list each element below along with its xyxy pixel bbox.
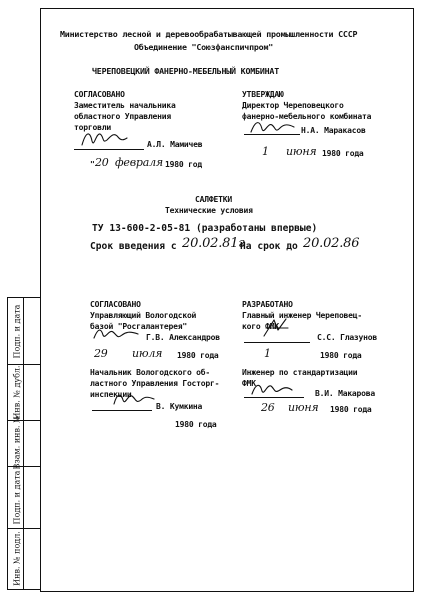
approval-left-date-year: 1980 год xyxy=(165,160,202,169)
approval-left-heading: СОГЛАСОВАНО xyxy=(74,90,125,99)
handwritten-signature xyxy=(92,326,140,342)
signature-line xyxy=(92,410,152,411)
head-left-signer: В. Кумкина xyxy=(156,402,203,411)
approval-right-line1: Директор Череповецкого xyxy=(242,101,344,110)
approval-right-heading: УТВЕРЖДАЮ xyxy=(242,90,284,99)
margin-cell-signature-date: Подп. и дата xyxy=(12,304,22,359)
specification-code: ТУ 13-600-2-05-81 (разработаны впервые) xyxy=(92,223,318,234)
handwritten-signature xyxy=(248,117,296,137)
approval-left-date-day: 20 xyxy=(95,156,109,169)
approval-left-date-month: февраля xyxy=(115,156,164,169)
engineer-right-date-day: 26 xyxy=(261,401,275,414)
engineer-right-line1: Инженер по стандартизации xyxy=(242,368,358,377)
developed-right-heading: РАЗРАБОТАНО xyxy=(242,300,293,309)
approval-right-signer: Н.А. Маракасов xyxy=(301,126,366,135)
engineer-right-signer: В.И. Макарова xyxy=(315,389,376,398)
signature-line xyxy=(244,397,304,398)
term-middle: На срок до xyxy=(240,241,298,252)
engineer-right-line2: ФМК xyxy=(242,379,256,388)
factory-line: ЧЕРЕПОВЕЦКИЙ ФАНЕРНО-МЕБЕЛЬНЫЙ КОМБИНАТ xyxy=(92,66,280,76)
developed-right-line1: Главный инженер Череповец- xyxy=(242,311,363,320)
head-left-line3: инспекции xyxy=(90,390,132,399)
term-prefix: Срок введения с xyxy=(90,241,177,252)
agreed-left-line2: базой "Росгалантерея" xyxy=(90,322,187,331)
approval-right-date-month: июня xyxy=(286,145,317,158)
approval-left-date-quote: " xyxy=(90,160,95,169)
margin-cell-duplicate-inventory: Инв. № дубл. xyxy=(12,365,22,420)
ministry-line: Министерство лесной и деревообрабатывающей промышленности СССР xyxy=(60,29,358,39)
approval-right-date-year: 1980 года xyxy=(322,149,364,158)
handwritten-signature xyxy=(112,390,156,408)
approval-left-line2: областного Управления xyxy=(74,112,171,121)
developed-right-date-year: 1980 года xyxy=(320,351,362,360)
agreed-left-date-month: июля xyxy=(132,347,163,360)
agreed-left-signer: Г.В. Александров xyxy=(146,333,220,342)
approval-left-line3: торговли xyxy=(74,123,111,132)
margin-cell-replacement-inventory: Взам. инв. № xyxy=(12,415,22,470)
approval-left-line1: Заместитель начальника xyxy=(74,101,176,110)
margin-cell-original-inventory: Инв. № подл. xyxy=(12,531,22,586)
head-left-line1: Начальник Вологодского об- xyxy=(90,368,211,377)
approval-left-signer: А.Л. Мамичев xyxy=(147,140,203,149)
engineer-right-date-year: 1980 года xyxy=(330,405,372,414)
handwritten-signature xyxy=(250,380,294,398)
term-end-date: 20.02.86 xyxy=(303,236,360,251)
agreed-left-line1: Управляющий Вологодской xyxy=(90,311,197,320)
signature-line xyxy=(244,342,310,343)
head-left-line2: ластного Управления Госторг- xyxy=(90,379,220,388)
agreed-left-date-year: 1980 года xyxy=(177,351,219,360)
developed-right-line2: кого ФМК xyxy=(242,322,279,331)
developed-right-signer: С.С. Глазунов xyxy=(317,333,378,342)
association-line: Объединение "Союзфанспичпром" xyxy=(134,42,274,52)
approval-right-line2: фанерно-мебельного комбината xyxy=(242,112,372,121)
document-subtitle: Технические условия xyxy=(165,206,253,215)
approval-right-date-day: 1 xyxy=(262,145,269,158)
handwritten-signature xyxy=(260,316,292,340)
head-left-date-year: 1980 года xyxy=(175,420,217,429)
agreed-left-date-day: 29 xyxy=(94,347,108,360)
margin-cell-signature-date-2: Подп. и дата xyxy=(12,470,22,525)
product-name: САЛФЕТКИ xyxy=(195,195,232,204)
agreed-left-heading: СОГЛАСОВАНО xyxy=(90,300,141,309)
developed-right-date-day: 1 xyxy=(264,347,271,360)
handwritten-signature xyxy=(80,128,128,150)
term-start-date: 20.02.81г xyxy=(182,236,245,251)
engineer-right-date-month: июня xyxy=(288,401,319,414)
